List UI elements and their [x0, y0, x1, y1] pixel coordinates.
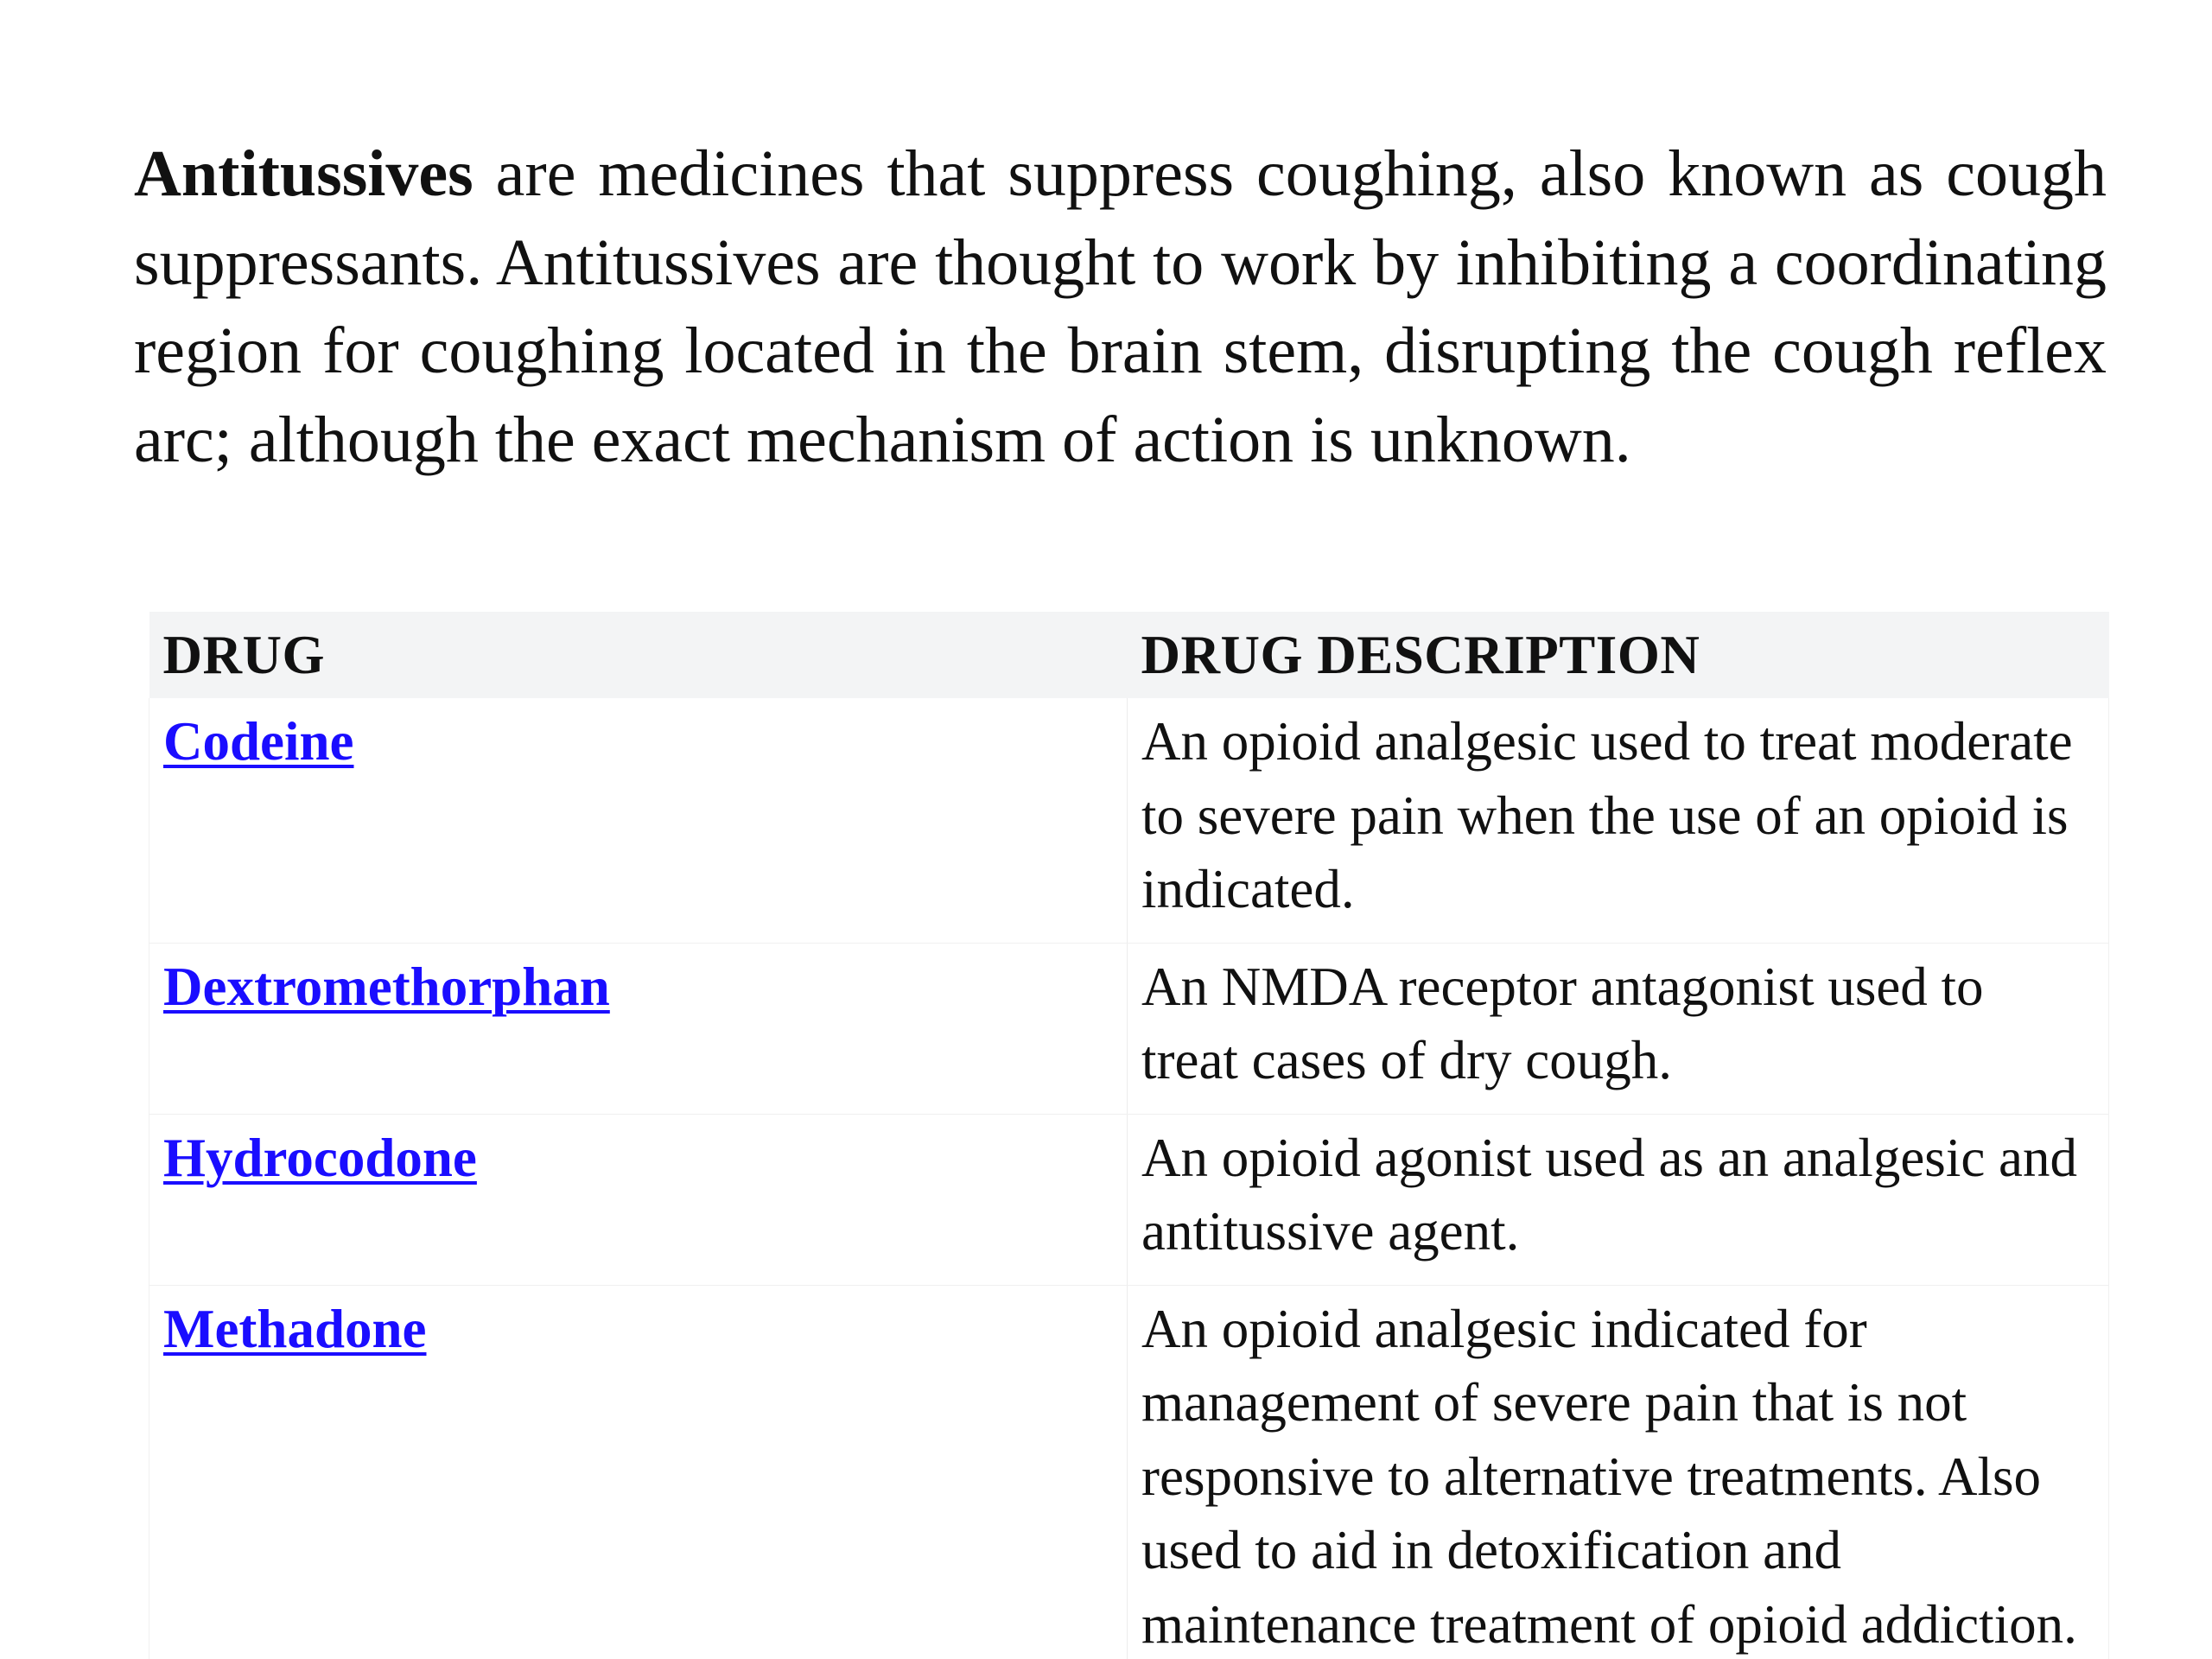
description-cell: An opioid analgesic indicated for management of severe pain that is not responsive to alternative treatments. Also used to aid in detoxification and maintenance treatment of opioid addiction.: [1128, 1285, 2109, 1659]
table-row: [149, 1114, 2109, 1285]
drug-cell: [149, 1114, 1128, 1285]
drug-link-methadone[interactable]: Methadone: [163, 1298, 427, 1359]
drug-link-hydrocodone[interactable]: Hydrocodone: [163, 1127, 477, 1188]
drug-link-dextromethorphan[interactable]: Dextromethorphan: [163, 956, 610, 1017]
intro-paragraph: [134, 130, 2107, 484]
description-cell: An opioid agonist used as an analgesic and antitussive agent.: [1128, 1114, 2109, 1285]
description-cell: An NMDA receptor antagonist used to treat cases of dry cough.: [1128, 943, 2109, 1114]
table-header-row: [149, 612, 2109, 698]
drug-cell: [149, 1285, 1128, 1659]
table-row: [149, 1285, 2109, 1659]
drug-cell: [149, 698, 1128, 943]
drug-column-header: DRUG: [149, 612, 1128, 698]
table-row: [149, 943, 2109, 1114]
table-row: [149, 698, 2109, 943]
drug-link-codeine[interactable]: Codeine: [163, 711, 354, 772]
description-cell: An opioid analgesic used to treat moderate to severe pain when the use of an opioid is indicated.: [1128, 698, 2109, 943]
description-column-header: DRUG DESCRIPTION: [1128, 612, 2109, 698]
drug-cell: [149, 943, 1128, 1114]
intro-text: are medicines that suppress coughing, also known as cough suppressants. Antitussives are thought to work by inhibiting a coordinating region for coughing located in the brain stem, disrupting the cough reflex arc; although the exact mechanism of action is unknown.: [134, 137, 2107, 476]
drug-table: [149, 612, 2109, 1659]
table-body: [149, 698, 2109, 1659]
table-header: [149, 612, 2109, 698]
intro-term: Antitussives: [134, 137, 474, 210]
